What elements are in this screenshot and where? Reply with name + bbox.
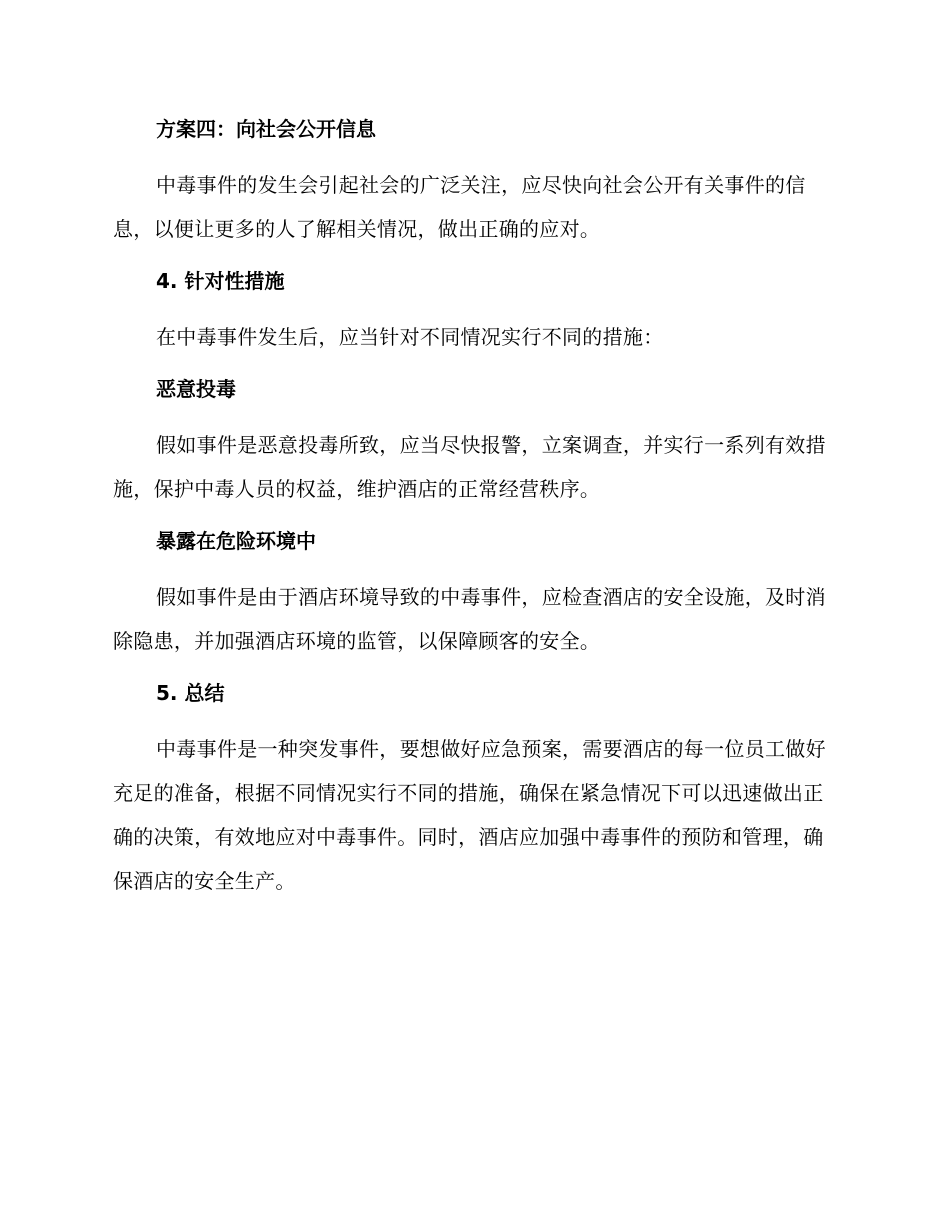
paragraph-summary: 中毒事件是一种突发事件，要想做好应急预案，需要酒店的每一位员工做好充足的准备，根据不同情况实行不同的措施，确保在紧急情况下可以迅速做出正确的决策，有效地应对中毒事件。同时，酒店应加强中毒事件的预防和管理，确保酒店的安全生产。 [113, 737, 826, 893]
section-heading-summary: 5. 总结 [156, 681, 225, 705]
section-heading-plan-four: 方案四：向社会公开信息 [156, 117, 376, 141]
paragraph-malicious-poisoning: 假如事件是恶意投毒所致，应当尽快报警，立案调查，并实行一系列有效措施，保护中毒人员的权益，维护酒店的正常经营秩序。 [113, 433, 826, 501]
paragraph-dangerous-environment: 假如事件是由于酒店环境导致的中毒事件，应检查酒店的安全设施，及时消除隐患，并加强酒店环境的监管，以保障顾客的安全。 [113, 585, 826, 653]
subheading-malicious-poisoning: 恶意投毒 [156, 377, 236, 401]
paragraph-measures-intro: 在中毒事件发生后，应当针对不同情况实行不同的措施： [156, 325, 664, 349]
section-heading-targeted-measures: 4. 针对性措施 [156, 269, 285, 293]
subheading-dangerous-environment: 暴露在危险环境中 [156, 529, 316, 553]
paragraph-public-information: 中毒事件的发生会引起社会的广泛关注，应尽快向社会公开有关事件的信息，以便让更多的人了解相关情况，做出正确的应对。 [113, 173, 806, 241]
